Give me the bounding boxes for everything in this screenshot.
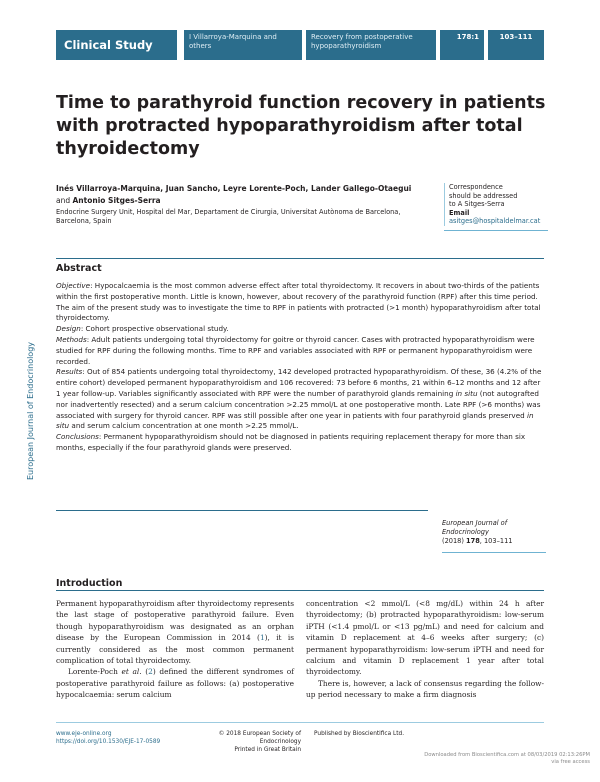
authors-line-2 — [56, 195, 476, 207]
citation-details: (2018) 178, 103–111 — [442, 537, 513, 545]
running-authors: I Villarroya-Marquina and others — [184, 30, 302, 60]
website-link[interactable]: www.eje-online.org — [56, 731, 112, 737]
author-list — [56, 183, 476, 207]
side-journal-name: European Journal of Endocrinology — [26, 341, 35, 480]
footer-copyright: © 2018 European Society of Endocrinology Printed in Great Britain — [218, 731, 301, 753]
footer-rule — [56, 722, 544, 723]
abstract-methods: Methods: Adult patients undergoing total thyroidectomy for goitre or thyroid cancer. Cases with protracted hypoparathyroidism were studied for RPF during the following months. Time to RPF and variables associated with RPF or permanent hypoparathyroidism were recorded. — [56, 334, 535, 366]
page-range: 103–111 — [488, 30, 544, 60]
corr-line-2: should be addressed — [449, 191, 518, 200]
email-link[interactable]: asitges@hospitaldelmar.cat — [449, 217, 541, 225]
intro-paragraph-2: Lorente-Poch et al. (2) defined the different syndromes of postoperative parathyroid failure as follows: (a) postoperative hypocalcaemia: serum calcium — [56, 667, 294, 700]
reference-link-2[interactable]: 2 — [148, 667, 153, 677]
intro-paragraph-4: There is, however, a lack of consensus regarding the follow-up period necessary to make a firm diagnosis — [306, 678, 544, 700]
footer-links — [56, 730, 160, 746]
abstract-conclusions: Conclusions: Permanent hypoparathyroidism should not be diagnosed in patients requiring replacement therapy for more than six months, especially if the four parathyroid glands were preserved. — [56, 432, 526, 452]
affiliation: Endocrine Surgery Unit, Hospital del Mar, Departament de Cirurgia, Universitat Autònoma de Barcelona, Barcelona, Spain — [56, 208, 401, 225]
reference-link-1[interactable]: 1 — [259, 633, 265, 643]
abstract-top-rule — [56, 258, 544, 259]
abstract-heading: Abstract — [56, 263, 102, 274]
intro-left-column — [56, 598, 294, 701]
intro-right-column — [306, 598, 544, 701]
doi-link[interactable]: https://doi.org/10.1530/EJE-17-0589 — [56, 739, 161, 745]
authors-line-1: Inés Villarroya-Marquina, Juan Sancho, Leyre Lorente-Poch, Lander Gallego-Otaegui — [56, 184, 412, 193]
running-title: Recovery from postoperative hypoparathyroidism — [306, 30, 436, 60]
volume-issue: 178:1 — [440, 30, 484, 60]
intro-heading: Introduction — [56, 578, 123, 589]
abstract-design: Design: Cohort prospective observational study. — [56, 324, 229, 334]
abstract-results: Results: Out of 854 patients undergoing total thyroidectomy, 142 developed protracted hypoparathyroidism. Of these, 36 (4.2% of the entire cohort) developed permanent hypoparathyroidism and 106 recovered: 73 before 6 months, 21 within 6–12 months and 12 after 1 year follow-up. Variables significantly associated with RPF were the number of parathyroid glands remaining in situ (not autografted nor inadvertently resected) and a serum calcium concentration >2.25 mmol/L at one postoperative month. Late RPF (>6 months) was associated with surgery for thyroid cancer. RPF was still possible after one year in patients with four parathyroid glands preserved in situ and serum calcium concentration at one month >2.25 mmol/L. — [56, 367, 542, 431]
abstract-objective: Objective: Hypocalcaemia is the most common adverse effect after total thyroidectomy. It recovers in about two-thirds of the patients within the first postoperative month. Little is known, however, about recovery of the parathyroid function (RPF) after this time period. The aim of the present study was to investigate the time to RPF in patients with protracted (>1 month) hypoparathyroidism after total thyroidectomy. — [56, 281, 541, 323]
corr-divider — [444, 230, 548, 231]
citation-box — [442, 519, 544, 546]
footer-publisher: Published by Bioscientifica Ltd. — [314, 731, 405, 737]
citation-journal: European Journal of Endocrinology — [442, 519, 508, 536]
intro-rule — [56, 590, 544, 591]
correspondence-box — [444, 183, 549, 226]
citation-divider — [442, 552, 546, 553]
article-title: Time to parathyroid function recovery in patients with protracted hypoparathyroidism after total thyroidectomy — [56, 93, 546, 159]
download-stamp: Downloaded from Bioscientifica.com at 08/03/2019 02:13:26PM via free access — [424, 752, 590, 765]
author-last: Antonio Sitges-Serra — [72, 196, 161, 205]
intro-paragraph-1: Permanent hypoparathyroidism after thyroidectomy represents the last stage of postoperative parathyroid failure. Even though hypoparathyroidism was designated as an orphan disease by the European Commission in 2014 (1), it is currently considered as the most common permanent complication of total thyroidectomy. — [56, 599, 294, 666]
section-tag: Clinical Study — [56, 30, 177, 60]
authors-and: and — [56, 196, 73, 205]
abstract-body — [56, 281, 544, 454]
corr-line-1: Correspondence — [449, 183, 503, 191]
email-label: Email — [449, 208, 470, 217]
abstract-bottom-rule — [56, 510, 428, 511]
corr-line-3: to A Sitges-Serra — [449, 200, 505, 208]
intro-paragraph-3: concentration <2 mmol/L (<8 mg/dL) within 24 h after thyroidectomy; (b) protracted hypoparathyroidism: low-serum iPTH (<1.4 pmol/L or <13 pg/mL) and need for calcium and vitamin D replacement at 4–6 weeks after surgery; (c) permanent hypoparathyroidism: low-serum iPTH and need for calcium and vitamin D replacement 1 year after total thyroidectomy. — [306, 599, 544, 677]
